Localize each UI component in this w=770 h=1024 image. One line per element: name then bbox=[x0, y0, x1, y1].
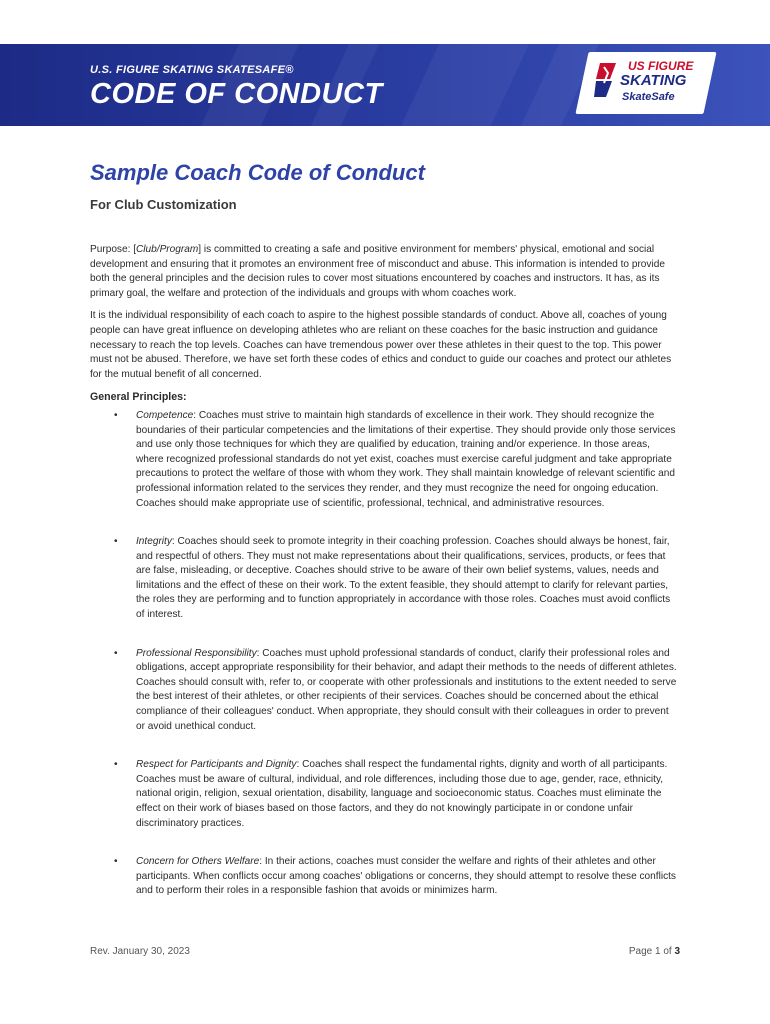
page-subtitle: For Club Customization bbox=[90, 197, 237, 212]
principle-item bbox=[90, 409, 680, 511]
purpose-placeholder: Club/Program bbox=[136, 244, 199, 255]
principles-heading: General Principles: bbox=[90, 391, 187, 404]
principle-term: Integrity bbox=[136, 536, 172, 548]
us-figure-skating-logo bbox=[590, 54, 706, 112]
bullet-icon: • bbox=[114, 759, 118, 771]
logo-line-us-figure: US FIGURE bbox=[628, 59, 694, 73]
logo-line-skating: SKATING bbox=[620, 72, 687, 89]
principle-term: Respect for Participants and Dignity bbox=[136, 759, 297, 771]
principle-term: Competence bbox=[136, 409, 194, 421]
purpose-text: ] is committed to creating a safe and positive environment for members' physical, emotional and social development and ensuring that it promotes an environment free of misconduct and abuse. This information is intended to provide both the general principles and the decision rules to cover most situations encountered by coaches and instructors. It has, as its primary goal, the welfare and protection of the individuals and groups with whom coaches work. bbox=[90, 244, 665, 299]
principle-item bbox=[90, 758, 680, 831]
principle-term: Professional Responsibility bbox=[136, 647, 257, 659]
bullet-icon: • bbox=[114, 856, 118, 868]
page-number bbox=[620, 946, 680, 957]
bullet-icon: • bbox=[114, 536, 118, 548]
purpose-label: Purpose: [ bbox=[90, 244, 137, 255]
principle-text: : Coaches must strive to maintain high standards of excellence in their work. They should recognize the boundaries of their particular competencies and the limitations of their expertise. They should provide only those services and use only those techniques for which they are qualified by education, training and/or experience. In those areas, where recognized professional standards do not yet exist, coaches must exercise careful judgment and take appropriate precautions to protect the welfare of those with whom they work. They shall maintain knowledge of relevant scientific and professional information related to the services they render, and they must recognize the need for ongoing education. Coaches should make appropriate use of scientific, professional, technical, and administrative resources. bbox=[136, 409, 676, 509]
principles-list bbox=[90, 409, 680, 899]
revision-date: Rev. January 30, 2023 bbox=[90, 946, 190, 957]
page-title: Sample Coach Code of Conduct bbox=[90, 160, 425, 185]
principle-item bbox=[90, 535, 680, 623]
bullet-icon: • bbox=[114, 647, 118, 659]
logo-line-skatesafe: SkateSafe bbox=[622, 91, 675, 103]
bullet-icon: • bbox=[114, 409, 118, 421]
banner-title: CODE OF CONDUCT bbox=[90, 78, 383, 110]
principle-text: : Coaches shall respect the fundamental rights, dignity and worth of all participants. Coaches must be aware of cultural, individual, and role differences, including those due to age, gender, race, ethnicity, national origin, religion, sexual orientation, disability, language and socioeconomic status. Coaches must eliminate the effect on their work of biases based on those factors, and they do not knowingly participate in or condone unfair discriminatory practices. bbox=[136, 759, 668, 829]
principle-text: : Coaches should seek to promote integrity in their coaching profession. Coaches should always be honest, fair, and respectful of others. They must not make representations about their qualifications, services, products, or fees that are false, misleading, or deceptive. Coaches should strive to be aware of their own belief systems, values, needs and limitations and the effect of these on their work. To the extent feasible, they should attempt to clarify for relevant parties, the roles they are performing and to function appropriately in accordance with those roles. Coaches must avoid conflicts of interest. bbox=[136, 536, 671, 621]
page-total: 3 bbox=[674, 946, 680, 957]
page-prefix: Page 1 of bbox=[628, 946, 675, 957]
banner-kicker: U.S. FIGURE SKATING SKATESAFE® bbox=[90, 64, 294, 76]
principle-item bbox=[90, 855, 680, 899]
principle-term: Concern for Others Welfare bbox=[136, 856, 260, 868]
principle-item bbox=[90, 647, 680, 735]
principle-text: : Coaches must uphold professional standards of conduct, clarify their professional roles and obligations, accept appropriate responsibility for their behavior, and adapt their methods to the needs of different athletes. Coaches should consult with, refer to, or cooperate with other professionals and institutions to the extent needed to serve the best interest of their athletes, or other recipients of their services. Coaches should be concerned about the ethical compliance of their colleagues' conduct. When appropriate, they should consult with their colleagues in order to prevent or avoid unethical conduct. bbox=[136, 647, 677, 732]
purpose-paragraph bbox=[90, 243, 680, 301]
intro-paragraph: It is the individual responsibility of each coach to aspire to the highest possible standards of conduct. Above all, coaches of young people can have great influence on developing athletes who are reliant on these coaches for the basic instruction and guidance necessary to reach the top levels. Coaches can have tremendous power over these athletes in their quest to the top. This power must not be abused. Therefore, we have set forth these codes of ethics and conduct to guide our coaches and protect our athletes for the mutual benefit of all concerned. bbox=[90, 310, 672, 380]
document-body bbox=[90, 243, 680, 923]
principle-text: : In their actions, coaches must consider the welfare and rights of their athletes and other participants. When conflicts occur among coaches' obligations or concerns, they should attempt to resolve these conflicts and to perform their roles in a responsible fashion that avoids or minimizes harm. bbox=[136, 856, 676, 897]
